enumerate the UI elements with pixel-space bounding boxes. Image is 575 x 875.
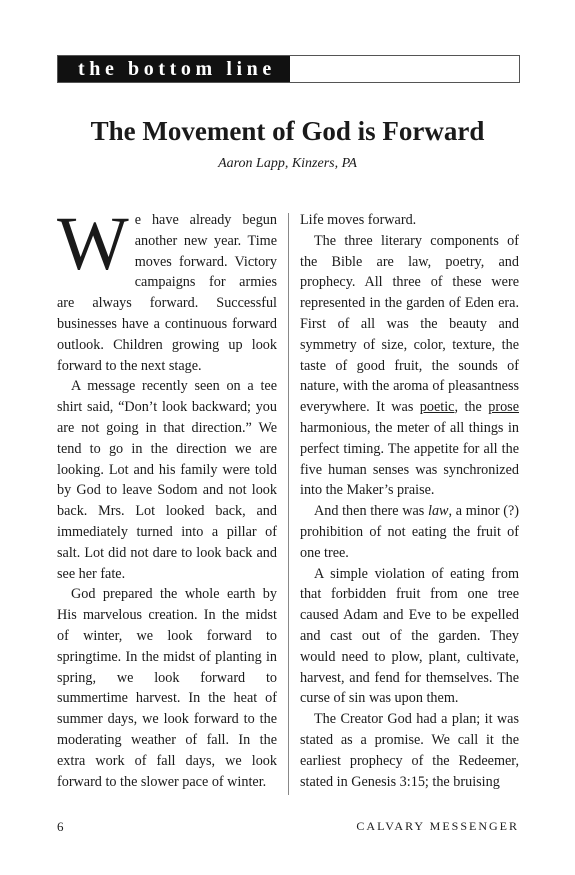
paragraph-text: e have already begun another new year. Time moves forward. Victory campaigns for armies are always forward. Successful businesses have a continuous forward outlook. Children growing up look forward to the next stage. <box>57 212 277 374</box>
paragraph <box>300 231 519 501</box>
article-author: Aaron Lapp, Kinzers, PA <box>218 156 357 171</box>
article-title: The Movement of God is Forward <box>90 116 485 146</box>
paragraph-text: harmonious, the meter of all things in perfect timing. The appetite for all the five human senses was synchronized into the Maker’s praise. <box>300 419 519 499</box>
prose-word: prose <box>488 399 519 416</box>
paragraph-text: And then there was <box>314 503 425 520</box>
magazine-name: CALVARY MESSENGER <box>356 819 519 833</box>
paragraph-text: , the <box>454 399 482 416</box>
paragraph: A message recently seen on a tee shirt said, “Don’t look backward; you are not going in that direction.” We tend to go in the direction we are looking. Lot and his family were told by God to leave Sodom and not look back. Mrs. Lot looked back, and immediately turned into a pillar of salt. Lot did not dare to look back and see her fate. <box>57 378 277 582</box>
paragraph <box>57 202 277 376</box>
drop-cap: W <box>57 202 129 286</box>
page-number: 6 <box>57 819 64 834</box>
column-divider <box>288 213 289 795</box>
section-banner-label: the bottom line <box>58 56 290 82</box>
law-word: law <box>428 503 449 520</box>
section-banner <box>57 55 520 83</box>
paragraph: The Creator God had a plan; it was stated as a promise. We call it the earliest prophecy of the Redeemer, stated in Genesis 3:15; the bruising <box>300 711 519 790</box>
right-column <box>300 210 519 792</box>
paragraph: Life moves forward. <box>300 212 417 228</box>
paragraph-text: , a minor (?) prohibition of not eating the fruit of one tree. <box>300 503 520 561</box>
poetic-word: poetic <box>419 399 455 416</box>
left-column <box>57 202 277 792</box>
paragraph: A simple violation of eating from that forbidden fruit from one tree caused Adam and Eve to be expelled and cast out of the garden. They would need to plow, plant, cultivate, harvest, and fend for themselves. The curse of sin was upon them. <box>300 565 519 707</box>
paragraph <box>300 501 519 563</box>
paragraph-text: The three literary components of the Bible are law, poetry, and prophecy. All three of these were represented in the garden of Eden era. First of all was the beauty and symmetry of size, color, texture, the taste of good fruit, the sounds of nature, with the aroma of pleasantness everywhere. It was <box>300 232 519 416</box>
paragraph: God prepared the whole earth by His marvelous creation. In the midst of winter, we look forward to springtime. In the midst of planting in spring, we look forward to summertime harvest. In the heat of summer days, we look forward to the moderating weather of fall. In the extra work of fall days, we look forward to the slower pace of winter. <box>57 586 277 790</box>
